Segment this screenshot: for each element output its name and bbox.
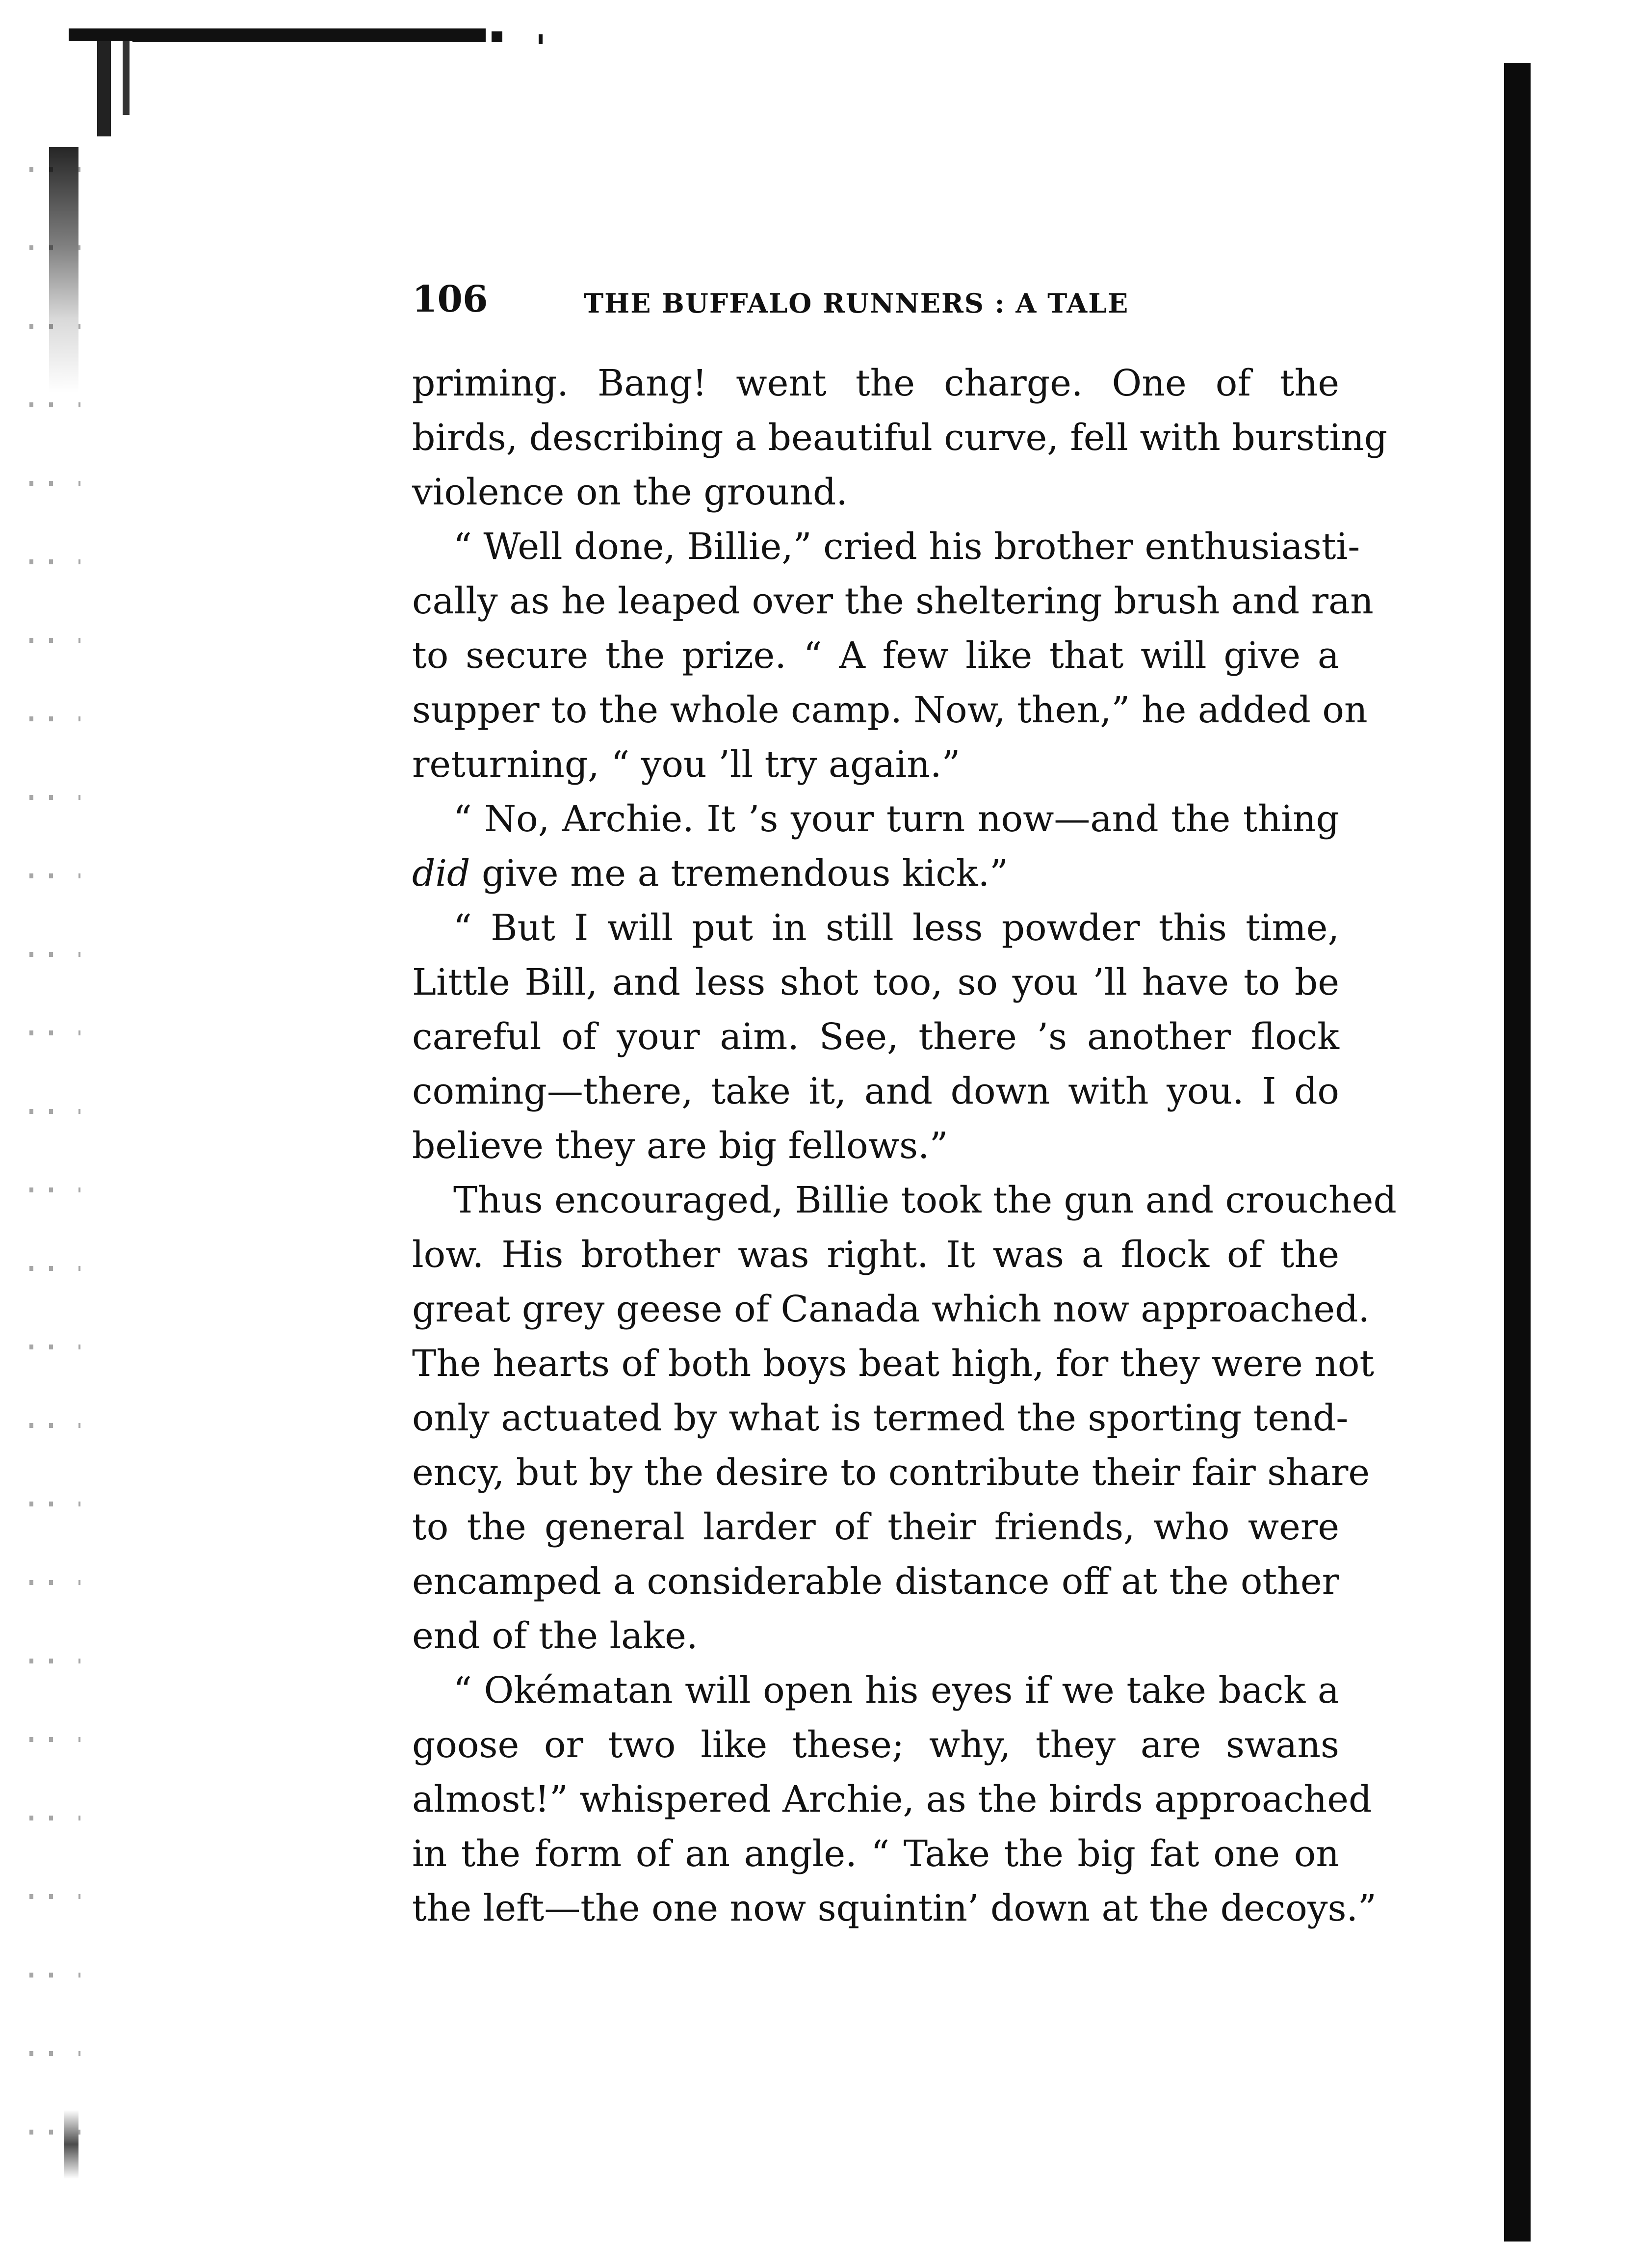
text-line: coming—there, take it, and down with you. I do xyxy=(412,1070,1339,1112)
scan-artifact-right-edge xyxy=(1504,63,1531,2242)
scan-artifact-left xyxy=(64,2110,78,2179)
text-line: priming. Bang! went the charge. One of the xyxy=(412,362,1339,404)
text-line: to the general larder of their friends, who were xyxy=(412,1506,1339,1548)
text-line: violence on the ground. xyxy=(412,471,848,513)
text-line: great grey geese of Canada which now approached. xyxy=(412,1288,1370,1330)
scan-artifact-left-edge xyxy=(29,137,93,2198)
text-line: cally as he leaped over the sheltering brush and ran xyxy=(412,580,1374,622)
page-number: 106 xyxy=(412,278,488,320)
running-head xyxy=(412,275,1344,324)
text-line: ency, but by the desire to contribute their fair share xyxy=(412,1451,1370,1494)
text-line: only actuated by what is termed the sporting tend- xyxy=(412,1397,1349,1439)
text-line-rest: give me a tremendous kick.” xyxy=(481,852,1008,895)
text-line: returning, “ you ’ll try again.” xyxy=(412,743,961,786)
text-line: to secure the prize. “ A few like that will give a xyxy=(412,634,1339,677)
text-line: “ No, Archie. It ’s your turn now—and the thing xyxy=(453,798,1339,840)
text-line: believe they are big fellows.” xyxy=(412,1125,948,1167)
text-line: The hearts of both boys beat high, for they were not xyxy=(412,1343,1375,1385)
scan-artifact-corner xyxy=(69,28,137,146)
text-line xyxy=(412,846,1339,901)
scan-artifact-dot xyxy=(539,34,543,44)
text-line: the left—the one now squintin’ down at the decoys.” xyxy=(412,1887,1377,1929)
text-line: encamped a considerable distance off at the other xyxy=(412,1560,1339,1603)
text-line: Thus encouraged, Billie took the gun and crouched xyxy=(453,1179,1397,1221)
text-line: supper to the whole camp. Now, then,” he added on xyxy=(412,689,1368,731)
text-line: careful of your aim. See, there ’s another flock xyxy=(412,1016,1339,1058)
running-title: THE BUFFALO RUNNERS : A TALE xyxy=(584,288,1129,319)
scan-artifact-dot xyxy=(492,31,502,42)
text-line: “ Okématan will open his eyes if we take back a xyxy=(453,1669,1339,1712)
text-line: low. His brother was right. It was a flock of the xyxy=(412,1234,1339,1276)
emphasis-did: did xyxy=(412,852,470,895)
text-line: goose or two like these; why, they are swans xyxy=(412,1724,1339,1766)
text-line: almost!” whispered Archie, as the birds approached xyxy=(412,1778,1372,1820)
text-line: birds, describing a beautiful curve, fell with bursting xyxy=(412,417,1388,459)
scan-artifact-top xyxy=(132,28,486,42)
body-text xyxy=(412,356,1397,1936)
text-line: in the form of an angle. “ Take the big fat one on xyxy=(412,1833,1339,1875)
text-line: “ But I will put in still less powder this time, xyxy=(453,907,1339,949)
text-line: “ Well done, Billie,” cried his brother enthusiasti- xyxy=(453,526,1360,568)
text-line: end of the lake. xyxy=(412,1615,698,1657)
text-line: Little Bill, and less shot too, so you ’ll have to be xyxy=(412,961,1339,1003)
